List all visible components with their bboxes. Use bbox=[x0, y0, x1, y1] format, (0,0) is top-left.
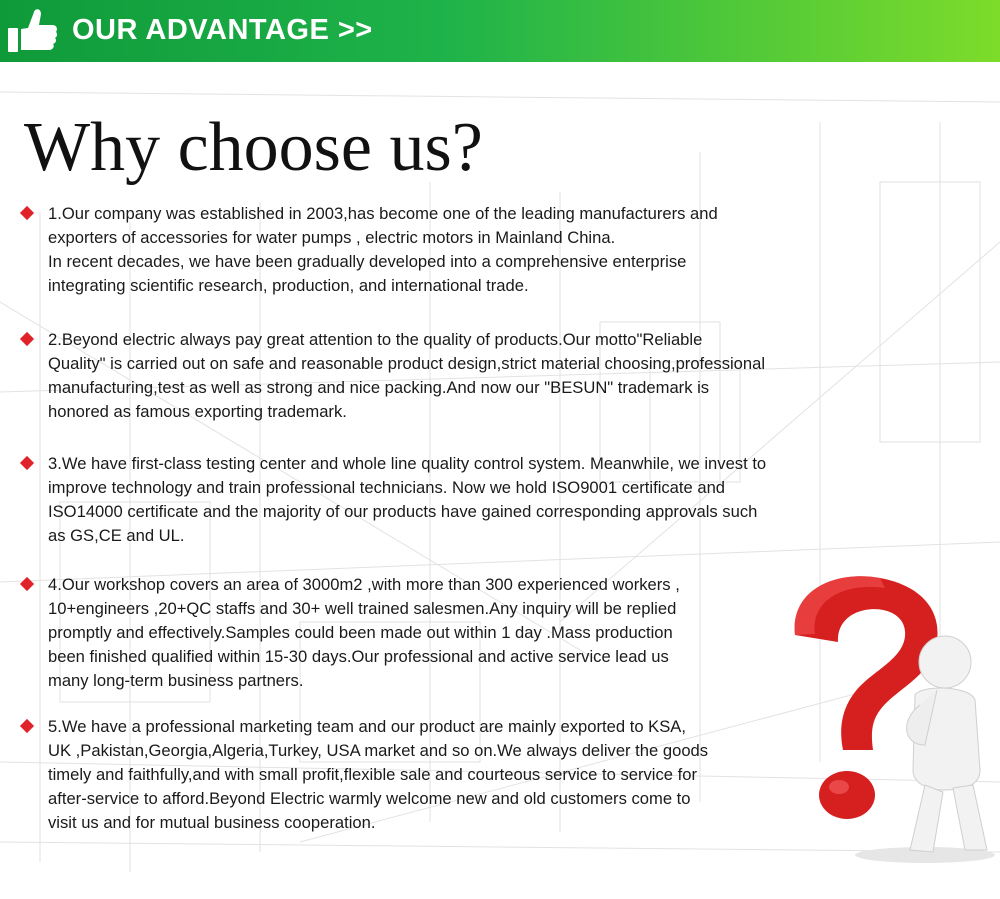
list-item bbox=[22, 328, 872, 424]
thumbs-up-icon bbox=[6, 6, 60, 56]
diamond-bullet-icon bbox=[20, 719, 34, 733]
diamond-bullet-icon bbox=[20, 577, 34, 591]
diamond-bullet-icon bbox=[20, 456, 34, 470]
list-item bbox=[22, 573, 872, 693]
list-item bbox=[22, 715, 872, 835]
point-text: 3.We have first-class testing center and whole line quality control system. Meanwhile, we invest to improve technology and train professional technicians. Now we hold ISO9001 certificate and ISO14000 certificate and the majority of our products have gained corresponding approvals such as GS,CE and UL. bbox=[48, 454, 767, 545]
point-text: 5.We have a professional marketing team and our product are mainly exported to KSA, UK ,Pakistan,Georgia,Algeria,Turkey, USA market and so on.We always deliver the goods timely and faithfully,and with small profit,flexible sale and courteous service to service for after-service to afford.Beyond Electric warmly welcome new and old customers come to visit us and for mutual business cooperation. bbox=[48, 717, 709, 832]
banner-title: OUR ADVANTAGE >> bbox=[72, 14, 373, 46]
list-item bbox=[22, 452, 872, 548]
point-text: 2.Beyond electric always pay great attention to the quality of products.Our motto"Reliable Quality" is carried out on safe and reasonable product design,strict material choosing,professional manufacturing,test as well as strong and nice packing.And now our "BESUN" trademark is honored as famous exporting trademark. bbox=[48, 330, 766, 421]
diamond-bullet-icon bbox=[20, 206, 34, 220]
header-banner bbox=[0, 0, 1000, 62]
diamond-bullet-icon bbox=[20, 332, 34, 346]
point-text: 4.Our workshop covers an area of 3000m2 ,with more than 300 experienced workers , 10+engineers ,20+QC staffs and 30+ well trained salesmen.Any inquiry will be replied promptly and effectively.Samples could been made out within 1 day .Mass production been finished qualified within 15-30 days.Our professional and active service lead us many long-term business partners. bbox=[48, 575, 680, 690]
list-item bbox=[22, 202, 872, 298]
point-text: 1.Our company was established in 2003,has become one of the leading manufacturers and exporters of accessories for water pumps , electric motors in Mainland China. In recent decades, we have been gradually developed into a comprehensive enterprise integrating scientific research, production, and international trade. bbox=[48, 204, 718, 295]
question-mark-figure-icon bbox=[775, 570, 1000, 870]
page-title: Why choose us? bbox=[24, 109, 483, 186]
